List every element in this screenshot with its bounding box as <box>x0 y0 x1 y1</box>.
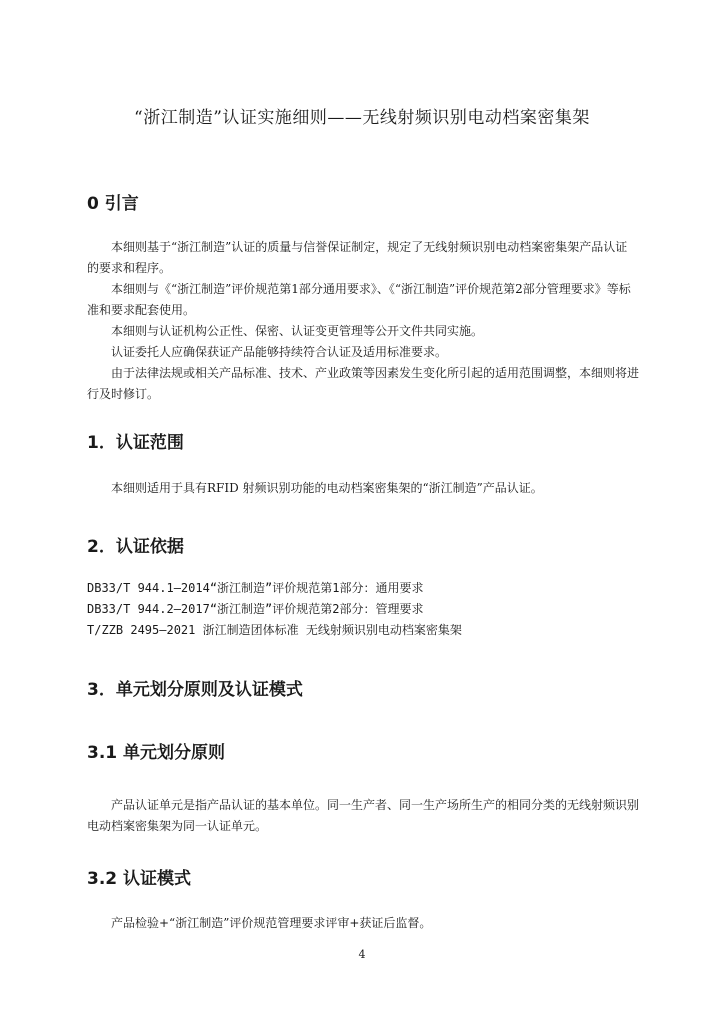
section-heading-scope: 1．认证范围 <box>87 433 184 453</box>
reference-standard-3: T/ZZB 2495—2021 浙江制造团体标准 无线射频识别电动档案密集架 <box>87 623 462 637</box>
section-heading-unit-and-mode: 3．单元划分原则及认证模式 <box>87 680 303 700</box>
document-title: “浙江制造”认证实施细则——无线射频识别电动档案密集架 <box>134 108 590 128</box>
intro-paragraph-3: 本细则与认证机构公正性、保密、认证变更管理等公开文件共同实施。 <box>111 324 484 338</box>
intro-paragraph-4: 认证委托人应确保获证产品能够持续符合认证及适用标准要求。 <box>111 345 448 359</box>
section-heading-introduction: 0 引言 <box>87 194 139 214</box>
intro-paragraph-1: 本细则基于“浙江制造”认证的质量与信誉保证制定，规定了无线射频识别电动档案密集架产品认证的要求和程序。 <box>87 240 628 275</box>
certification-mode-paragraph: 产品检验+“浙江制造”评价规范管理要求评审+获证后监督。 <box>111 916 432 930</box>
unit-division-paragraph: 产品认证单元是指产品认证的基本单位。同一生产者、同一生产场所生产的相同分类的无线射频识别电动档案密集架为同一认证单元。 <box>87 798 640 833</box>
page-number: 4 <box>358 948 366 961</box>
section-heading-certification-mode: 3.2 认证模式 <box>87 869 192 889</box>
intro-paragraph-5: 由于法律法规或相关产品标准、技术、产业政策等因素发生变化所引起的适用范围调整，本细则将进行及时修订。 <box>87 366 640 401</box>
section-heading-unit-division: 3.1 单元划分原则 <box>87 743 226 763</box>
reference-standard-2: DB33/T 944.2—2017“浙江制造”评价规范第2部分：管理要求 <box>87 602 424 616</box>
scope-paragraph: 本细则适用于具有RFID 射频识别功能的电动档案密集架的“浙江制造”产品认证。 <box>111 481 543 495</box>
intro-paragraph-2: 本细则与《“浙江制造”评价规范第1部分通用要求》、《“浙江制造”评价规范第2部分管理要求》等标准和要求配套使用。 <box>87 282 631 317</box>
reference-standard-1: DB33/T 944.1—2014“浙江制造”评价规范第1部分：通用要求 <box>87 581 424 595</box>
section-heading-basis: 2．认证依据 <box>87 537 184 557</box>
